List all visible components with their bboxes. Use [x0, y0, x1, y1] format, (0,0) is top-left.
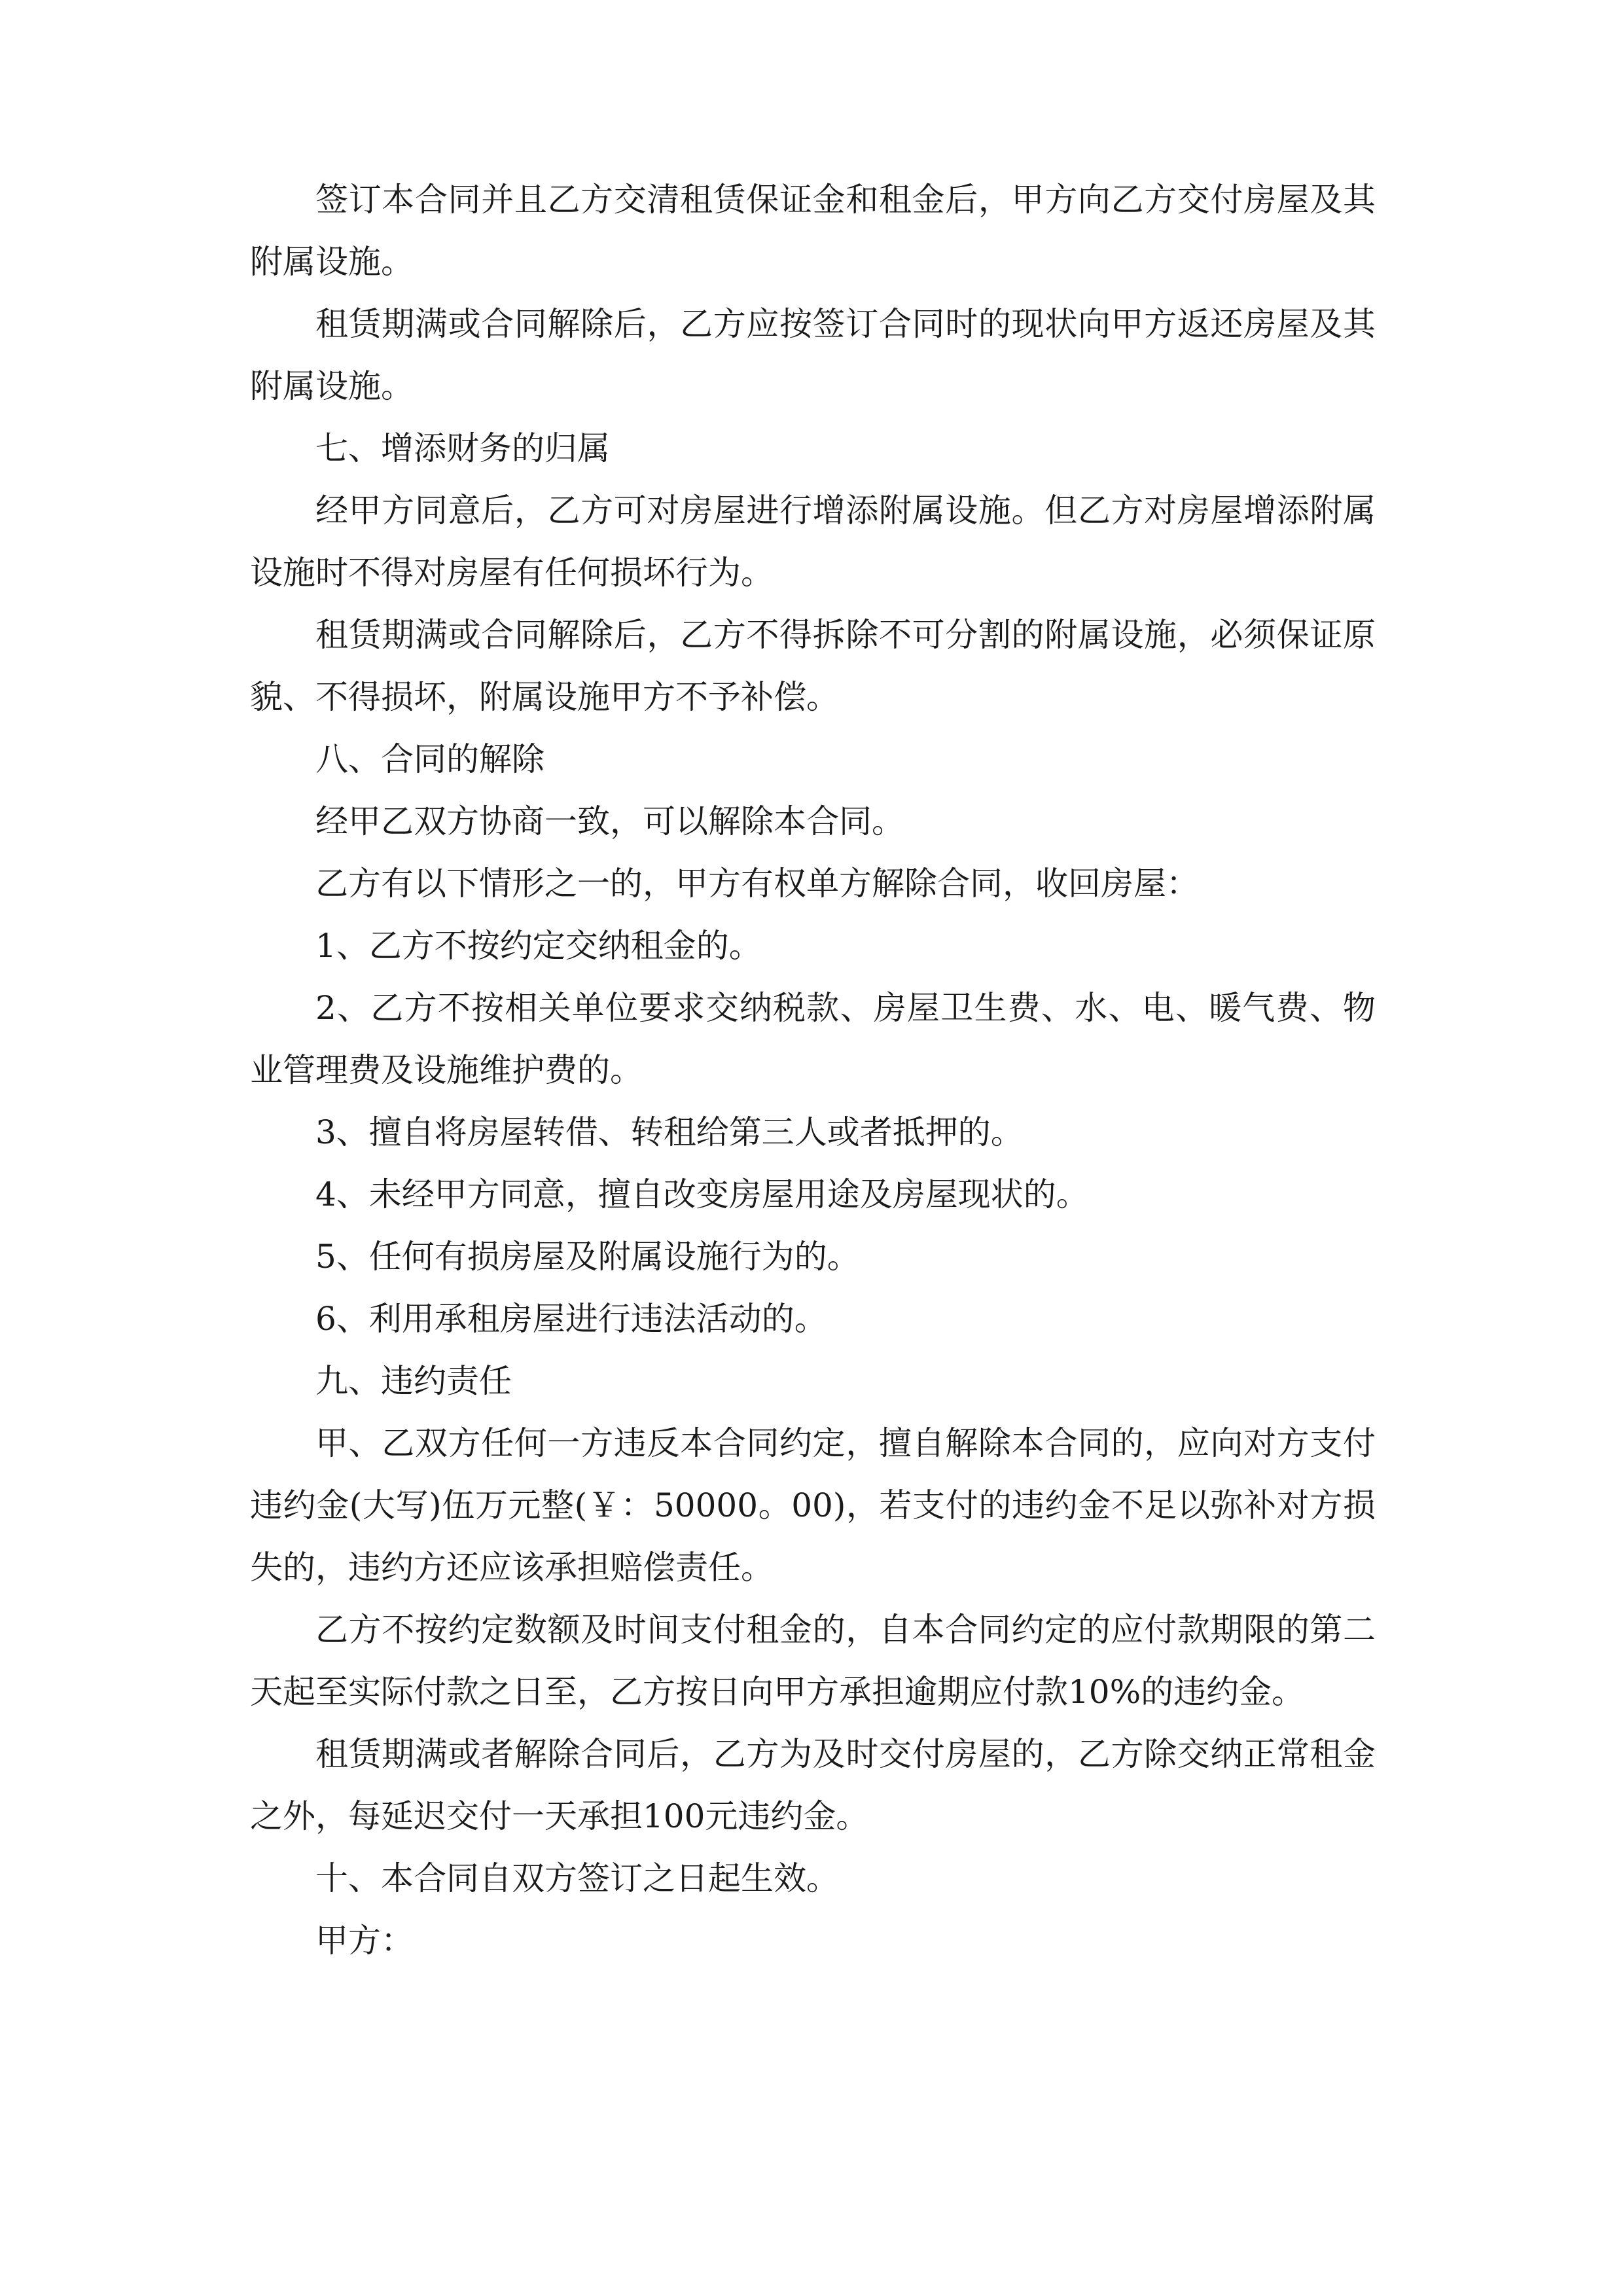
paragraph-unilateral-termination: 乙方有以下情形之一的，甲方有权单方解除合同，收回房屋： — [315, 865, 1199, 903]
section-heading-7: 七、增添财务的归属 — [315, 429, 610, 467]
paragraph-additions: 经甲方同意后，乙方可对房屋进行增添附属设施。但乙方对房屋增添附属设施时不得对房屋有任何损坏行为。 — [250, 492, 1376, 592]
paragraph-mutual-termination: 经甲乙双方协商一致，可以解除本合同。 — [315, 802, 904, 840]
signature-party-a: 甲方： — [315, 1922, 414, 1960]
paragraph-late-handover: 租赁期满或者解除合同后，乙方为及时交付房屋的，乙方除交纳正常租金之外，每延迟交付一天承担100元违约金。 — [250, 1735, 1376, 1835]
list-item-5: 5、任何有损房屋及附属设施行为的。 — [315, 1238, 860, 1276]
paragraph-additions-end: 租赁期满或合同解除后，乙方不得拆除不可分割的附属设施，必须保证原貌、不得损坏，附属设施甲方不予补偿。 — [250, 616, 1376, 716]
section-heading-10: 十、本合同自双方签订之日起生效。 — [315, 1859, 839, 1897]
list-item-2: 2、乙方不按相关单位要求交纳税款、房屋卫生费、水、电、暖气费、物业管理费及设施维护费的。 — [250, 989, 1376, 1089]
paragraph-return: 租赁期满或合同解除后，乙方应按签订合同时的现状向甲方返还房屋及其附属设施。 — [250, 305, 1376, 405]
list-item-6: 6、利用承租房屋进行违法活动的。 — [315, 1300, 827, 1338]
section-heading-8: 八、合同的解除 — [315, 740, 544, 778]
paragraph-delivery: 签订本合同并且乙方交清租赁保证金和租金后，甲方向乙方交付房屋及其附属设施。 — [250, 181, 1376, 281]
list-item-1: 1、乙方不按约定交纳租金的。 — [315, 927, 762, 965]
list-item-4: 4、未经甲方同意，擅自改变房屋用途及房屋现状的。 — [315, 1175, 1089, 1213]
list-item-3: 3、擅自将房屋转借、转租给第三人或者抵押的。 — [315, 1113, 1024, 1151]
contract-body — [250, 169, 1376, 1972]
paragraph-late-rent: 乙方不按约定数额及时间支付租金的，自本合同约定的应付款期限的第二天起至实际付款之日至，乙方按日向甲方承担逾期应付款10%的违约金。 — [250, 1611, 1376, 1711]
section-heading-9: 九、违约责任 — [315, 1362, 512, 1400]
paragraph-breach-penalty: 甲、乙双方任何一方违反本合同约定，擅自解除本合同的，应向对方支付违约金(大写)伍万元整(￥：50000。00)，若支付的违约金不足以弥补对方损失的，违约方还应该承担赔偿责任。 — [250, 1424, 1376, 1587]
